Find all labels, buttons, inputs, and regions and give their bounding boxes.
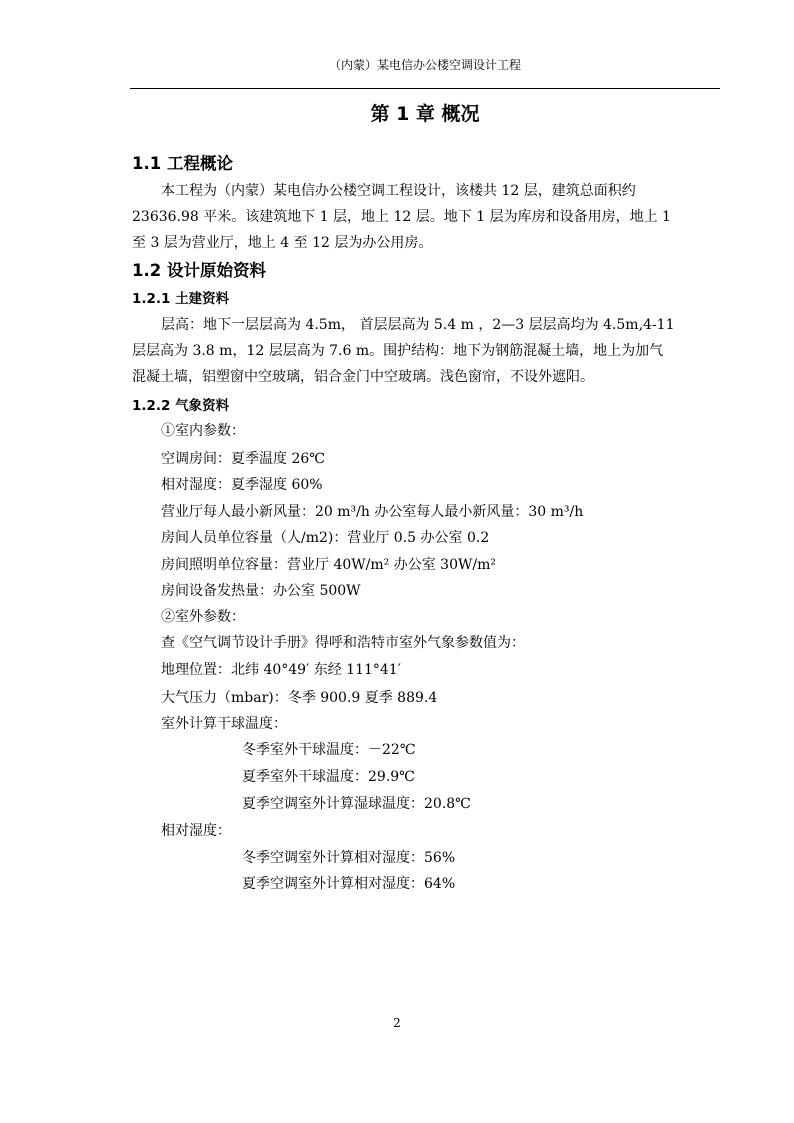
section-heading-1-2: 1.2 设计原始资料: [132, 261, 266, 280]
paragraph-line: 混凝土墙，铝塑窗中空玻璃，铝合金门中空玻璃。浅色窗帘，不设外遮阳。: [132, 369, 594, 385]
list-item: ①室内参数：: [161, 423, 245, 439]
list-item: 房间照明单位容量：营业厅 40W/m² 办公室 30W/m²: [161, 557, 496, 573]
list-item: 室外计算干球温度：: [161, 716, 287, 732]
paragraph-line: 本工程为（内蒙）某电信办公楼空调工程设计，该楼共 12 层，建筑总面积约: [161, 183, 636, 199]
section-heading-1-2-1: 1.2.1 土建资料: [132, 291, 230, 307]
list-item: 大气压力（mbar)：冬季 900.9 夏季 889.4: [161, 690, 438, 706]
list-item: 夏季室外干球温度：29.9℃: [242, 769, 415, 785]
section-heading-1-1: 1.1 工程概论: [132, 154, 233, 173]
list-item: 冬季室外干球温度：－22℃: [242, 742, 416, 758]
list-item: 夏季空调室外计算湿球温度：20.8℃: [242, 796, 471, 812]
list-item: 房间人员单位容量（人/m2)：营业厅 0.5 办公室 0.2: [161, 530, 490, 546]
list-item: 相对湿度：夏季湿度 60%: [161, 477, 323, 493]
paragraph-line: 23636.98 平米。该建筑地下 1 层，地上 12 层。地下 1 层为库房和设备用房，地上 1: [132, 209, 671, 225]
page-header-title: （内蒙）某电信办公楼空调设计工程: [328, 58, 521, 72]
paragraph-line: 层层高为 3.8 m，12 层层高为 7.6 m。围护结构：地下为钢筋混凝土墙，地上为加气: [132, 343, 664, 359]
section-heading-1-2-2: 1.2.2 气象资料: [132, 398, 230, 414]
paragraph-line: 层高：地下一层层高为 4.5m， 首层层高为 5.4 m ，2—3 层层高均为 4.5m,4-11: [161, 317, 675, 333]
list-item: 空调房间：夏季温度 26℃: [161, 451, 325, 467]
chapter-title: 第 1 章 概况: [370, 103, 480, 125]
list-item: 查《空气调节设计手册》得呼和浩特市室外气象参数值为：: [161, 635, 525, 651]
list-item: 地理位置：北纬 40°49′ 东经 111°41′: [161, 662, 401, 678]
paragraph-line: 至 3 层为营业厅，地上 4 至 12 层为办公用房。: [132, 235, 433, 251]
header-divider: [130, 88, 720, 89]
page-number: 2: [393, 1016, 401, 1030]
list-item: 夏季空调室外计算相对湿度：64%: [242, 876, 456, 892]
list-item: ②室外参数：: [161, 609, 245, 625]
list-item: 相对湿度：: [161, 823, 231, 839]
list-item: 冬季空调室外计算相对湿度：56%: [242, 850, 456, 866]
list-item: 营业厅每人最小新风量：20 m³/h 办公室每人最小新风量：30 m³/h: [161, 504, 584, 520]
list-item: 房间设备发热量：办公室 500W: [161, 583, 361, 599]
